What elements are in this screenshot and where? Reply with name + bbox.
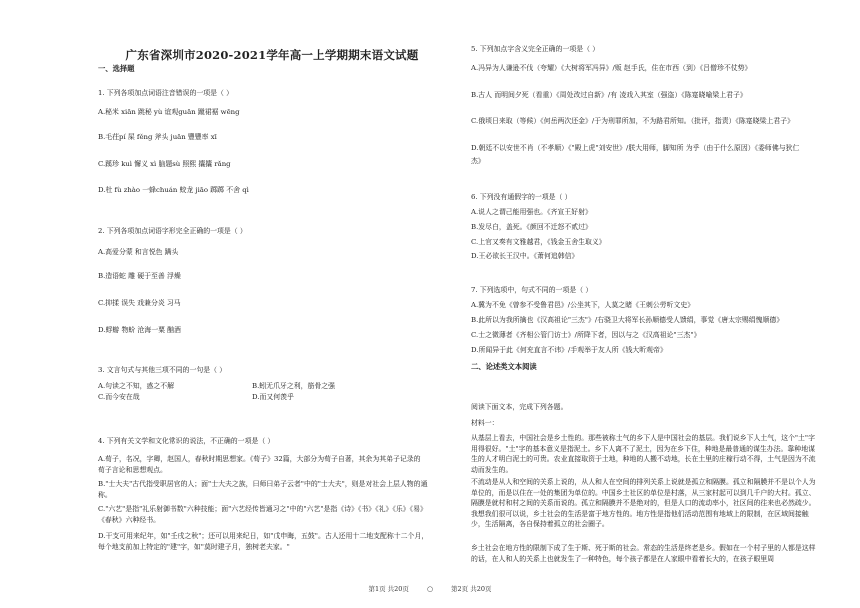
q2-stem: 2. 下列各项加点词语字形完全正确的一项是（ ） bbox=[98, 227, 247, 235]
q7-option-d: D.所闻异于此《何充直言不讳》/手观举于友人所《钱大昕观帝》 bbox=[471, 346, 667, 354]
q7-option-b: B.此所以为我所擒也《汉高祖论"三杰"》/右骁卫大将军长孙顺德受人馈绢，事觉《唐太宗赐绢愧顺德》 bbox=[471, 316, 784, 324]
reading-paragraph-1: 从基层上看去，中国社会是乡土性的。那些被称土气的乡下人是中国社会的基层。我们说乡下人土气，这个"土"字用得很好。"土"字的基本意义是指泥土。乡下人离不了泥土，因为在乡下住，种地是最普通的谋生办法。靠种地谋生的人才明白泥土的可贵。农业直接取资于土地，种地的人搬不动地，长在土里的庄稼行动不得，土气是因为不流动而发生的。 bbox=[471, 434, 816, 474]
q3-options-row1 bbox=[98, 381, 446, 391]
q1-option-c: C.蹊珍 kuì 懈义 xì 脑题sù 照熙 攮攮 rǎng bbox=[98, 160, 231, 168]
q6-option-b: B.发尽白，盖死。《颜回不迁怒不贰过》 bbox=[471, 223, 592, 231]
q5-option-a: A.冯异为人谦逊不伐（夸耀）《大树将军冯异》/贩 赵手氏，住在市西（到）《吕僧珍不仗势》 bbox=[471, 64, 752, 72]
q5-stem: 5. 下列加点字含义完全正确的一项是（ ） bbox=[471, 45, 600, 53]
q5-option-d-line2: 杰》 bbox=[471, 157, 485, 165]
page-separator-icon: ○ bbox=[426, 585, 434, 593]
q5-option-c: C.俄顷日来取（等候）《何岳两次还金》/于为刑罪所加，不为路君所知。（批评，指责）《陈寔晓梁上君子》 bbox=[471, 117, 795, 125]
q6-option-a: A.说人之谓己能用强也。《齐宣王好射》 bbox=[471, 208, 592, 216]
q1-option-d: D.杜 fù zhào 一蜂chuán 蛟龙 jiāo 踯踯 不舍 qì bbox=[98, 186, 249, 194]
q5-option-b: B.古人 而明间夕死（看重）《周处改过自新》/有 凌戏入其室（强盗）《陈寔晓喻梁上君子》 bbox=[471, 91, 747, 99]
section-heading-choice: 一、选择题 bbox=[98, 64, 135, 73]
q7-option-c: C.士之微薄者《齐相公管门访士》/所降下者，因以与之《汉高祖论"三杰"》 bbox=[471, 331, 701, 339]
q4-option-b-line1: B."士大夫"古代指受职居官的人；面"士大夫之族，曰师曰弟子云者"中的"士大夫"，则是对社会上层人物的通 bbox=[98, 480, 428, 488]
q4-option-d-line2: 每个地支前加上特定的"建"字，如"莫时建子月，独树老夫家。" bbox=[98, 543, 290, 551]
section-heading-reading: 二、论述类文本阅读 bbox=[471, 362, 537, 371]
q2-option-c: C.抑揉 误失 戏兼分炎 习马 bbox=[98, 299, 181, 307]
q4-option-b-line2: 称。 bbox=[98, 491, 112, 499]
q3-stem: 3. 文言句式与其他三项不同的一句是（ ） bbox=[98, 366, 227, 374]
q3-option-d: D.而又何羡乎 bbox=[252, 393, 294, 401]
material-label: 材料一： bbox=[471, 419, 499, 427]
page-title: 广东省深圳市2020-2021学年高一上学期期末语文试题 bbox=[125, 48, 419, 62]
q3-option-b: B.蚓无爪牙之利，筋骨之强 bbox=[252, 382, 336, 390]
q6-option-d: D.王必欲长王汉中。《萧何追韩信》 bbox=[471, 252, 579, 260]
q4-option-a-line2: 荀子言论和思想观点。 bbox=[98, 466, 167, 474]
q4-option-d-line1: D.干支可用来纪年，如"壬戌之秋"；还可以用来纪日，如"戊申晦，五鼓"。古人还用十二地支配称十二个月， bbox=[98, 532, 429, 540]
q5-option-d-line1: D.朝廷不以安世不肖（不孝顺）《"殿上虎"刘安世》/朕大用师，脚知所 为乎（由于什么原因）《委师佛与狄仁 bbox=[471, 144, 800, 152]
reading-paragraph-2: 不流动是从人和空间的关系上说的，从人和人在空间的排列关系上说就是孤立和隔膜。孤立和隔膜并不是以个人为单位的，而是以住在一处的集团为单位的。中国乡土社区的单位是村落，从三家村起可以到几千户的大村。孤立、隔膜是就村和村之间的关系而说的。孤立和隔膜并不是绝对的，但是人口的流动率小，社区间的往来也必然疏少。我想我们很可以说，乡土社会的生活是富于地方性的。地方性是指他们活动范围有地域上的限制，在区域间接触少，生活隔离，各自保持着孤立的社会圈子。 bbox=[471, 478, 816, 529]
q1-stem: 1. 下列各项加点词语注音错误的一项是（ ） bbox=[98, 89, 233, 97]
page-number-right: 第2页 共20页 bbox=[451, 585, 492, 593]
reading-paragraph-3: 乡土社会在地方性的限制下成了生于斯、死于斯的社会。常态的生活是终老是乡。假如在一个村子里的人都是这样的话，在人和人的关系上也就发生了一种特色，每个孩子都是在人家眼中看着长大的，在孩子眼里周 bbox=[471, 544, 816, 563]
q3-options-row2 bbox=[98, 392, 446, 402]
q4-option-c-line2: 《春秋》六种经书。 bbox=[98, 516, 161, 524]
page-number-left: 第1页 共20页 bbox=[368, 585, 409, 593]
reading-instruction: 阅读下面文本，完成下列各题。 bbox=[471, 403, 568, 411]
q2-option-b: B.造语蛇 雕 硬于至善 浮燥 bbox=[98, 272, 181, 280]
q3-option-a: A.句读之不知，惑之不解 bbox=[98, 382, 175, 390]
q7-option-a: A.冀为不免《曾参不受鲁君邑》/公坐其下，人莫之睹《王刺公劳听文史》 bbox=[471, 301, 695, 309]
q4-option-a-line1: A.荀子，名况，字卿，赵国人，春秋时期思想家。《荀子》32篇，大部分为荀子自著，其余为其弟子记录的 bbox=[98, 455, 421, 463]
q7-stem: 7. 下列选项中，句式不同的一项是（ ） bbox=[471, 286, 593, 294]
q4-option-c-line1: C."六艺"是指"礼乐射御书数"六种技能；面"六艺经传皆通习之"中的"六艺"是指《诗》《书》《礼》《乐》《易》 bbox=[98, 505, 427, 513]
q2-option-a: A.高爱分蒙 和言悦色 蹒头 bbox=[98, 248, 179, 256]
q1-option-a: A.秘米 xiān 跳秘 yù 谊观guān 蹴裙裾 wēng bbox=[98, 108, 240, 116]
q1-option-b: B.毛茌pí 屎 fěng 斧头 juān 豐豐率 xī bbox=[98, 133, 217, 141]
q3-option-c: C.而今安在哉 bbox=[98, 393, 140, 401]
q2-option-d: D.蜉蝣 物蚧 沧海一粟 酗酒 bbox=[98, 326, 181, 334]
q6-stem: 6. 下列没有通假字的一项是（ ） bbox=[471, 193, 572, 201]
q4-stem: 4. 下列有关文学和文化常识的说法，不正确的一项是（ ） bbox=[98, 437, 275, 445]
q6-option-c: C.上官又奏有文雅越君，《钱金玉舍生取义》 bbox=[471, 238, 606, 246]
page-footer bbox=[0, 584, 860, 593]
